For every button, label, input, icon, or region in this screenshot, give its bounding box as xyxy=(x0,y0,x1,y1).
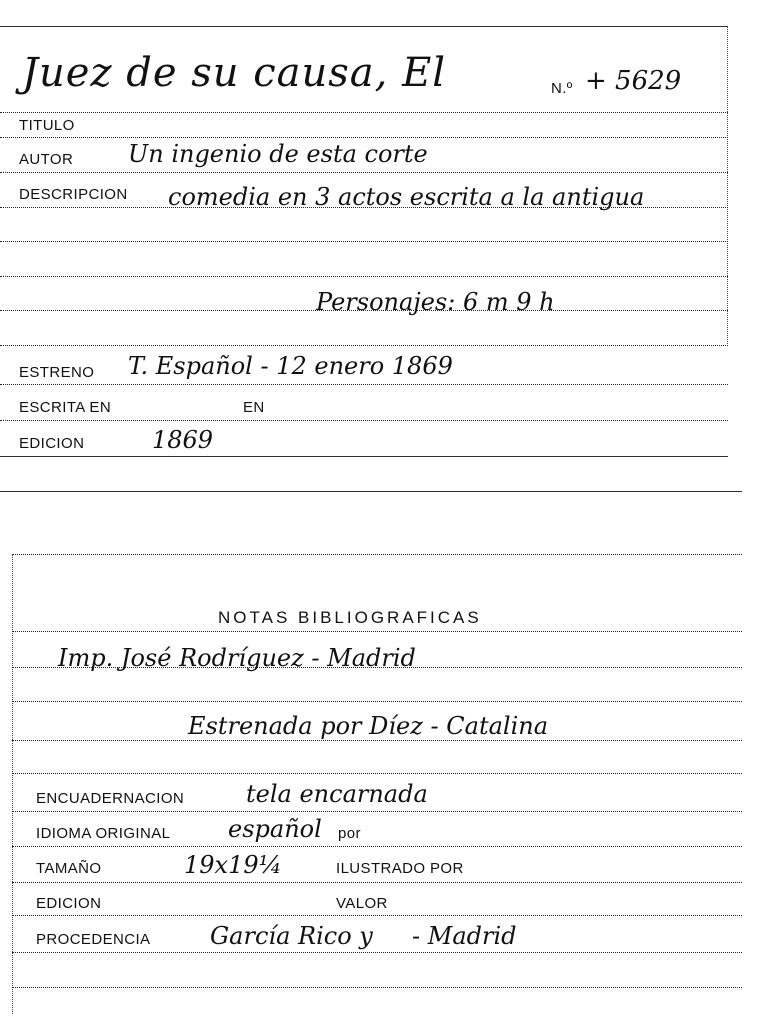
rule-autor xyxy=(0,172,728,173)
descripcion-label: DESCRIPCION xyxy=(19,186,128,203)
rule-personajes xyxy=(0,310,728,311)
notas-heading: NOTAS BIBLIOGRAFICAS xyxy=(218,608,482,627)
rule-blank-2 xyxy=(0,276,728,277)
rule-titulo xyxy=(0,137,728,138)
card-bottom-top-edge xyxy=(12,554,742,555)
rule-procedencia xyxy=(12,952,742,953)
idioma-label: IDIOMA ORIGINAL xyxy=(36,825,171,842)
rule-blank-4 xyxy=(12,701,742,702)
rule-tamano xyxy=(12,882,742,883)
titulo-label: TITULO xyxy=(19,117,75,134)
encuadernacion-label: ENCUADERNACION xyxy=(36,790,185,807)
edicion-label-2: EDICION xyxy=(36,895,102,912)
rule-blank-3 xyxy=(0,345,728,346)
por-label: por xyxy=(338,825,361,842)
escrita-en-label: ESCRITA EN xyxy=(19,399,112,416)
catalog-card-top xyxy=(0,0,759,495)
valor-label: VALOR xyxy=(336,895,388,912)
descripcion-value: comedia en 3 actos escrita a la antigua xyxy=(168,183,645,211)
card-top-edge xyxy=(0,26,728,27)
rule-title xyxy=(0,112,728,113)
tamano-label: TAMAÑO xyxy=(36,860,102,877)
autor-label: AUTOR xyxy=(19,151,74,168)
rule-descripcion xyxy=(0,207,728,208)
estreno-label: ESTRENO xyxy=(19,364,95,381)
rule-blank-6 xyxy=(12,987,742,988)
rule-edicion-2 xyxy=(12,915,742,916)
rule-edicion xyxy=(0,456,728,457)
rule-heading xyxy=(12,631,742,632)
catalog-number: + 5629 xyxy=(585,66,682,96)
rule-blank-1 xyxy=(0,241,728,242)
card-right-edge xyxy=(727,26,728,346)
idioma-value: español xyxy=(228,815,322,843)
number-label: N.º xyxy=(551,80,573,97)
procedencia-label: PROCEDENCIA xyxy=(36,931,151,948)
autor-value: Un ingenio de esta corte xyxy=(128,140,428,168)
title-handwritten: Juez de su causa, El xyxy=(22,50,447,96)
card-top-bottom-edge xyxy=(0,491,742,492)
ilustrado-label: ILUSTRADO POR xyxy=(336,860,464,877)
note-imprenta: Imp. José Rodríguez - Madrid xyxy=(58,644,416,672)
en-label: EN xyxy=(243,399,265,416)
rule-escrita xyxy=(0,420,728,421)
procedencia-city: - Madrid xyxy=(412,922,517,950)
card-bottom-left-edge xyxy=(12,554,13,1014)
personajes-value: Personajes: 6 m 9 h xyxy=(316,288,555,316)
encuadernacion-value: tela encarnada xyxy=(246,780,428,808)
rule-note2 xyxy=(12,740,742,741)
rule-encuadernacion xyxy=(12,811,742,812)
rule-blank-5 xyxy=(12,773,742,774)
rule-estreno xyxy=(0,384,728,385)
note-estreno: Estrenada por Díez - Catalina xyxy=(188,712,549,740)
rule-idioma xyxy=(12,846,742,847)
estreno-value: T. Español - 12 enero 1869 xyxy=(128,352,453,380)
edicion-value: 1869 xyxy=(152,426,214,454)
edicion-label: EDICION xyxy=(19,435,85,452)
procedencia-value: García Rico y xyxy=(210,922,373,950)
catalog-card-bottom xyxy=(0,540,759,1028)
rule-note1 xyxy=(12,667,742,668)
tamano-value: 19x19¼ xyxy=(184,851,282,879)
